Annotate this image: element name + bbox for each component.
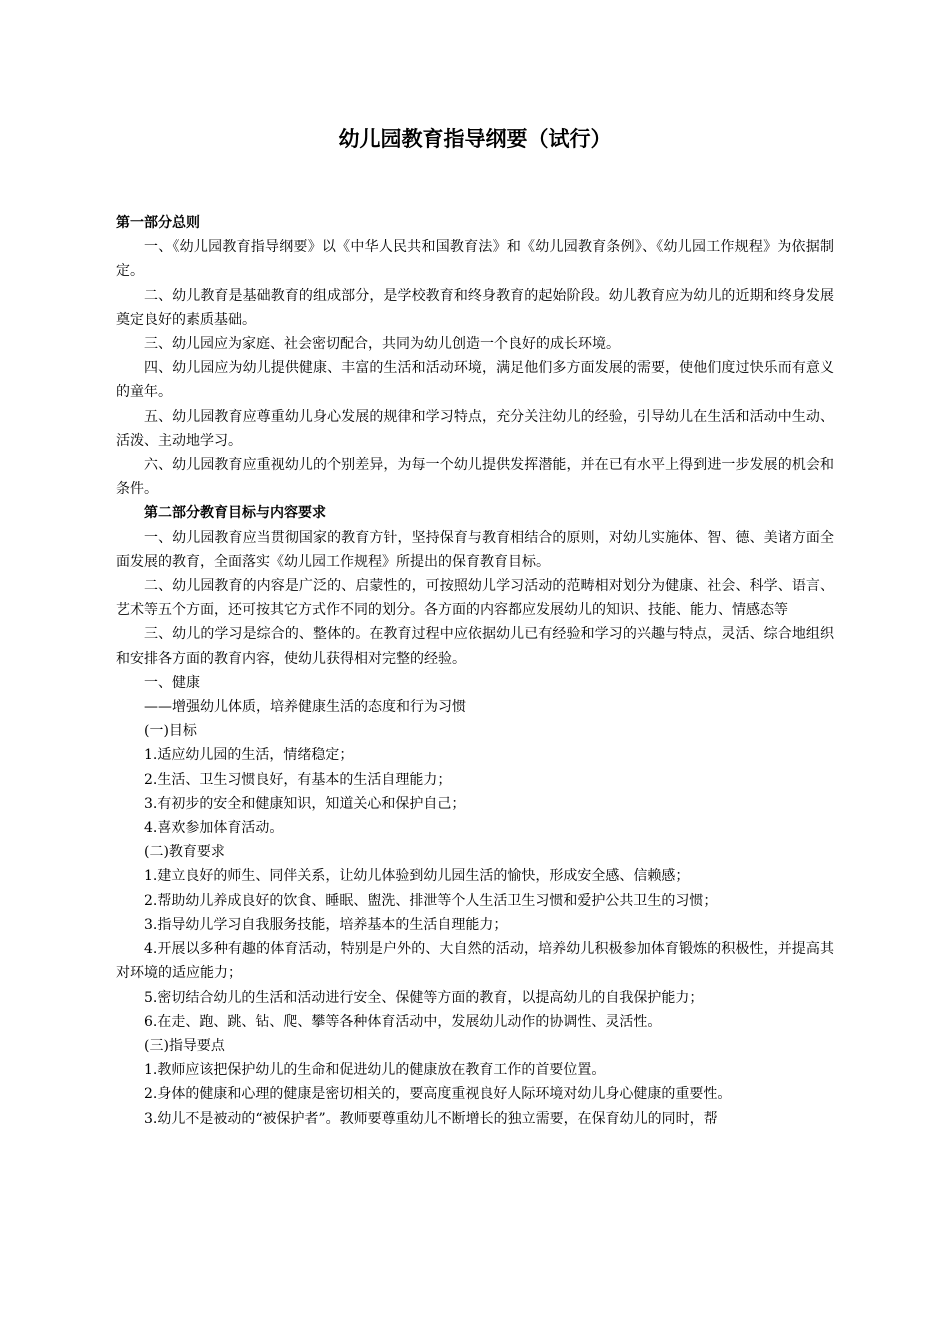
part1-heading: 第一部分总则 xyxy=(116,215,200,231)
paragraph: 二、幼儿教育是基础教育的组成部分，是学校教育和终身教育的起始阶段。幼儿教育应为幼儿的近期和终身发展奠定良好的素质基础。 xyxy=(116,287,834,328)
subsection-heading-goals: (一)目标 xyxy=(144,723,197,740)
list-item: 5.密切结合幼儿的生活和活动进行安全、保健等方面的教育，以提高幼儿的自我保护能力； xyxy=(144,989,704,1006)
paragraph: 一、《幼儿园教育指导纲要》以《中华人民共和国教育法》和《幼儿园教育条例》、《幼儿园工作规程》为依据制定。 xyxy=(116,239,834,280)
paragraph: 二、幼儿园教育的内容是广泛的、启蒙性的，可按照幼儿学习活动的范畴相对划分为健康、社会、科学、语言、艺术等五个方面，还可按其它方式作不同的划分。各方面的内容都应发展幼儿的知识、技能、能力、情感态等 xyxy=(116,578,834,619)
paragraph: 三、幼儿园应为家庭、社会密切配合，共同为幼儿创造一个良好的成长环境。 xyxy=(144,336,620,353)
paragraph: 五、幼儿园教育应尊重幼儿身心发展的规律和学习特点，充分关注幼儿的经验，引导幼儿在生活和活动中生动、活泼、主动地学习。 xyxy=(116,408,834,449)
list-item: 3.有初步的安全和健康知识，知道关心和保护自己； xyxy=(144,795,466,812)
paragraph: 六、幼儿园教育应重视幼儿的个别差异，为每一个幼儿提供发挥潜能，并在已有水平上得到进一步发展的机会和条件。 xyxy=(116,457,834,498)
list-item: 2.身体的健康和心理的健康是密切相关的，要高度重视良好人际环境对幼儿身心健康的重要性。 xyxy=(144,1086,732,1103)
list-item: 3.指导幼儿学习自我服务技能，培养基本的生活自理能力； xyxy=(144,916,508,933)
list-item: 1.适应幼儿园的生活，情绪稳定； xyxy=(144,747,354,764)
paragraph: 一、幼儿园教育应当贯彻国家的教育方针，坚持保育与教育相结合的原则，对幼儿实施体、智、德、美诸方面全面发展的教育，全面落实《幼儿园工作规程》所提出的保育教育目标。 xyxy=(116,529,834,570)
list-item: 4.喜欢参加体育活动。 xyxy=(144,820,284,837)
list-item: 4.开展以多种有趣的体育活动，特别是户外的、大自然的活动，培养幼儿积极参加体育锻炼的积极性，并提高其对环境的适应能力； xyxy=(116,941,834,982)
subsection-heading-guidance: (三)指导要点 xyxy=(144,1037,225,1054)
part2-heading: 第二部分教育目标与内容要求 xyxy=(144,505,326,522)
document-title: 幼儿园教育指导纲要（试行） xyxy=(338,127,612,151)
list-item: 3.幼儿不是被动的“被保护者”。教师要尊重幼儿不断增长的独立需要，在保育幼儿的同时，帮 xyxy=(144,1110,718,1127)
paragraph: 四、幼儿园应为幼儿提供健康、丰富的生活和活动环境，满足他们多方面发展的需要，使他们度过快乐而有意义的童年。 xyxy=(116,360,834,401)
document-body xyxy=(116,211,834,1131)
list-item: 6.在走、跑、跳、钻、爬、攀等各种体育活动中，发展幼儿动作的协调性、灵活性。 xyxy=(144,1013,662,1030)
section-heading-health: 一、健康 xyxy=(144,674,200,691)
part1-section xyxy=(116,235,834,501)
list-item: 1.建立良好的师生、同伴关系，让幼儿体验到幼儿园生活的愉快，形成安全感、信赖感； xyxy=(144,868,690,885)
paragraph: 三、幼儿的学习是综合的、整体的。在教育过程中应依据幼儿已有经验和学习的兴趣与特点，灵活、综合地组织和安排各方面的教育内容，使幼儿获得相对完整的经验。 xyxy=(116,626,834,667)
subsection-heading-requirements: (二)教育要求 xyxy=(144,844,225,861)
list-item: 2.生活、卫生习惯良好，有基本的生活自理能力； xyxy=(144,771,452,788)
part2-section xyxy=(116,526,834,1131)
section-subtitle: ——增强幼儿体质，培养健康生活的态度和行为习惯 xyxy=(144,699,466,716)
list-item: 2.帮助幼儿养成良好的饮食、睡眠、盥洗、排泄等个人生活卫生习惯和爱护公共卫生的习惯； xyxy=(144,892,718,909)
list-item: 1.教师应该把保护幼儿的生命和促进幼儿的健康放在教育工作的首要位置。 xyxy=(144,1062,606,1079)
